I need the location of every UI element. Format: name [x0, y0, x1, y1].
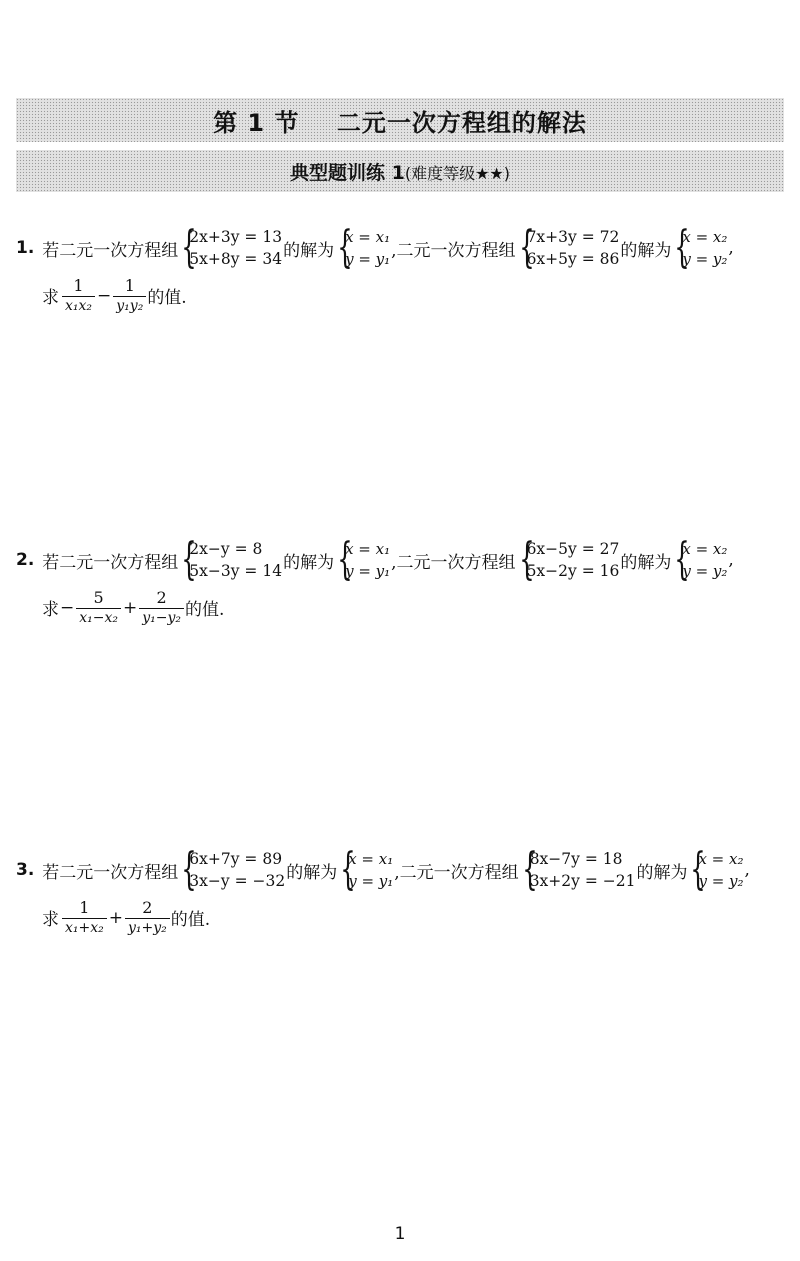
page-number: 1 [394, 1224, 406, 1244]
solution-text: 的解为 [283, 552, 335, 573]
left-brace: { [674, 222, 690, 273]
denominator: y₁y₂ [113, 296, 146, 315]
end-comma: , [728, 238, 734, 258]
left-brace: { [690, 844, 707, 895]
solution-text: 的解为 [620, 240, 672, 261]
problem-statement [16, 222, 792, 273]
problem-number: 3. [16, 860, 35, 880]
fraction-2 [139, 588, 184, 627]
question-line [42, 588, 792, 627]
left-brace: { [340, 844, 356, 895]
training-label: 典型题训练 1 [289, 161, 405, 184]
solution-system-1 [338, 844, 394, 895]
equation: y = y₁ [345, 250, 391, 268]
equation-system-1 [179, 222, 283, 273]
equation: x = x₁ [348, 850, 394, 868]
second-prefix-text: ,二元一次方程组 [394, 862, 519, 883]
lead-operator: − [60, 597, 75, 618]
equation-system-1 [179, 534, 283, 585]
training-title [290, 158, 510, 185]
section-title: 第 1 节 二元一次方程组的解法 [213, 108, 587, 137]
fraction-1 [62, 898, 107, 937]
equation: 5x−2y = 16 [526, 562, 620, 580]
equation: 6x+7y = 89 [189, 850, 283, 868]
left-brace: { [337, 534, 353, 585]
solution-system-2 [672, 534, 728, 585]
left-brace: { [181, 534, 197, 585]
left-brace: { [518, 222, 535, 273]
problem-statement [16, 534, 792, 585]
difficulty-rating: (难度等级★★) [404, 163, 511, 183]
numerator: 1 [79, 898, 90, 917]
problem-2 [16, 534, 792, 627]
equation: 8x−7y = 18 [529, 850, 623, 868]
problem-number: 1. [16, 238, 35, 258]
solution-system-2 [688, 844, 744, 895]
equation: x = x₁ [345, 540, 391, 558]
prefix-text: 若二元一次方程组 [42, 552, 179, 573]
prefix-text: 若二元一次方程组 [42, 862, 179, 883]
numerator: 2 [142, 898, 153, 917]
solution-system-1 [335, 222, 391, 273]
denominator: y₁−y₂ [139, 608, 184, 627]
denominator: y₁+y₂ [125, 918, 170, 937]
equation: y = y₂ [682, 250, 728, 268]
equation: x = x₂ [682, 540, 728, 558]
numerator: 5 [93, 588, 104, 607]
denominator: x₁+x₂ [62, 918, 107, 937]
equation: y = y₁ [345, 562, 391, 580]
equation: y = y₁ [348, 872, 394, 890]
training-title-banner [16, 150, 784, 192]
equation-system-2 [517, 222, 620, 273]
equation: 5x+8y = 34 [189, 250, 283, 268]
solution-text: 的解为 [636, 862, 688, 883]
fraction-2 [113, 276, 146, 315]
prefix-text: 若二元一次方程组 [42, 240, 179, 261]
problem-3 [16, 844, 792, 937]
question-line [42, 276, 792, 315]
fraction-1 [62, 276, 95, 315]
solution-system-1 [335, 534, 391, 585]
equation: y = y₂ [682, 562, 728, 580]
operator: + [108, 907, 123, 928]
left-brace: { [337, 222, 353, 273]
fraction-1 [76, 588, 121, 627]
operator: + [123, 597, 138, 618]
equation: x = x₂ [682, 228, 728, 246]
solution-text: 的解为 [286, 862, 338, 883]
ask-text: 求 [42, 288, 59, 308]
denominator: x₁x₂ [62, 296, 95, 315]
equation: x = x₂ [698, 850, 744, 868]
equation-system-2 [520, 844, 636, 895]
value-of-text: 的值. [185, 600, 225, 620]
problem-1 [16, 222, 792, 315]
equation: 2x−y = 8 [189, 540, 263, 558]
equation: 6x+5y = 86 [526, 250, 620, 268]
numerator: 2 [156, 588, 167, 607]
ask-text: 求 [42, 910, 59, 930]
value-of-text: 的值. [170, 910, 211, 930]
left-brace: { [518, 534, 535, 585]
numerator: 1 [124, 276, 135, 295]
equation: 5x−3y = 14 [189, 562, 283, 580]
question-line [42, 898, 792, 937]
solution-text: 的解为 [283, 240, 335, 261]
value-of-text: 的值. [147, 288, 187, 308]
equation: 3x+2y = −21 [529, 872, 636, 890]
section-title-banner [16, 98, 784, 142]
end-comma: , [744, 860, 750, 880]
second-prefix-text: ,二元一次方程组 [391, 240, 516, 261]
second-prefix-text: ,二元一次方程组 [391, 552, 516, 573]
problem-number: 2. [16, 550, 35, 570]
ask-text: 求 [42, 600, 59, 620]
end-comma: , [728, 550, 734, 570]
equation: x = x₁ [345, 228, 391, 246]
problem-statement [16, 844, 792, 895]
equation: 2x+3y = 13 [189, 228, 283, 246]
equation: 7x+3y = 72 [526, 228, 620, 246]
equation-system-1 [179, 844, 286, 895]
left-brace: { [181, 844, 197, 895]
denominator: x₁−x₂ [76, 608, 121, 627]
left-brace: { [181, 222, 197, 273]
numerator: 1 [73, 276, 84, 295]
equation: y = y₂ [698, 872, 744, 890]
solution-text: 的解为 [620, 552, 672, 573]
solution-system-2 [672, 222, 728, 273]
left-brace: { [674, 534, 690, 585]
equation: 6x−5y = 27 [526, 540, 620, 558]
left-brace: { [521, 844, 538, 895]
operator: − [97, 285, 112, 306]
equation: 3x−y = −32 [189, 872, 286, 890]
equation-system-2 [517, 534, 620, 585]
fraction-2 [125, 898, 170, 937]
